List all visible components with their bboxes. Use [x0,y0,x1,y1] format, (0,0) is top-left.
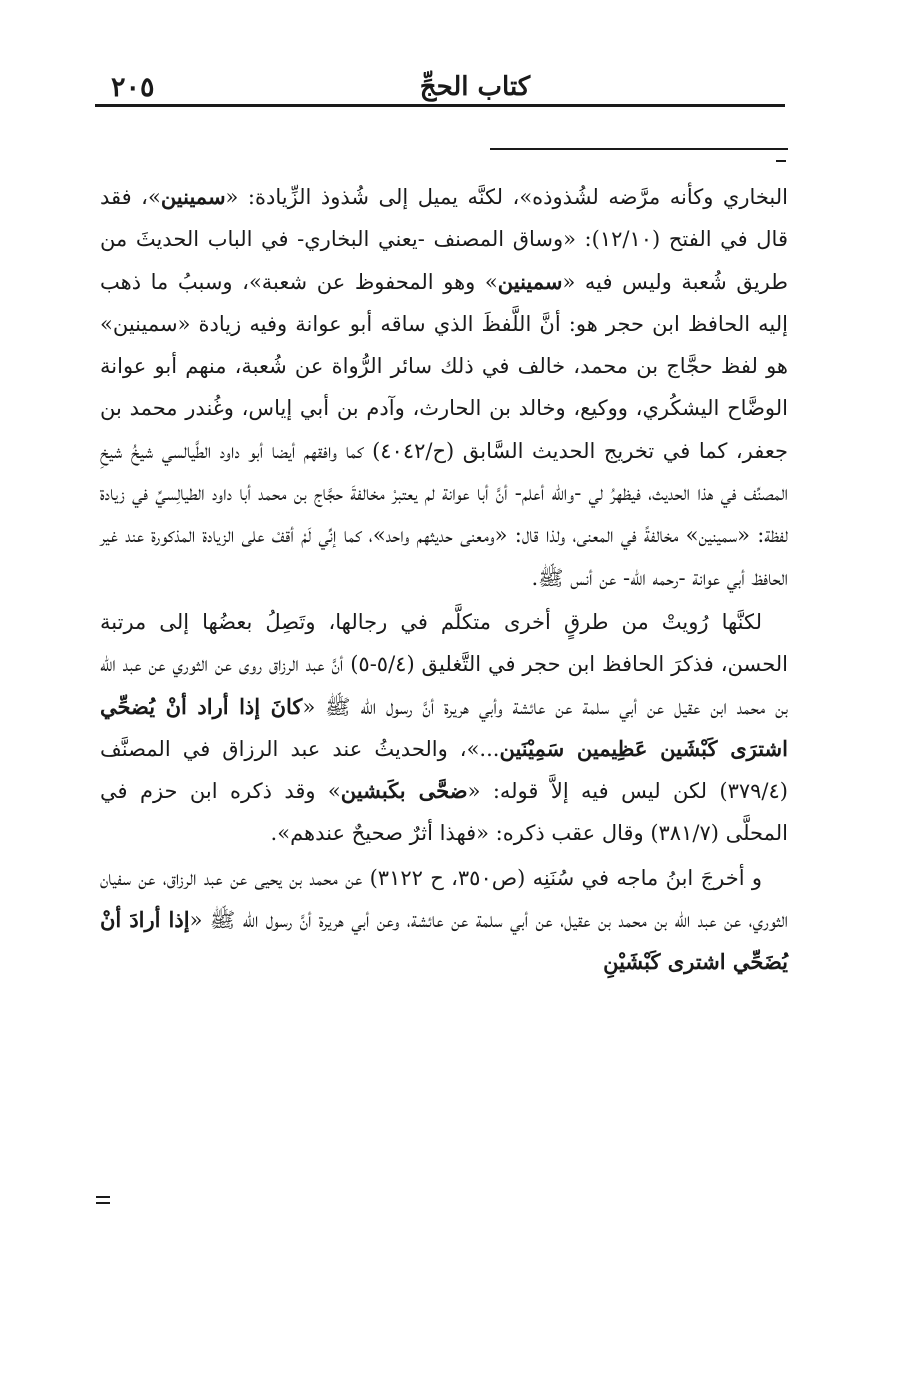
continuation-mark-bottom [96,1196,110,1208]
footnote-body [100,176,788,984]
text-run: » وهو المحفوظ عن شعبة»، وسببُ ما ذهب إليه الحافظ ابن حجر هو: أنَّ اللَّفظَ الذي ساقه أبو عوانة وفيه زيادة «سمينين» هو لفظ حجَّاج بن محمد، خالف في ذلك سائر الرُّواة عن شُعبة، منهم أبو عوانة الوضَّاح اليشكُري، ووكيع، وخالد بن الحارث، وآدم بن أبي إياس، وغُندر محمد بن جعفر، كما في تخريج الحديث السَّابق (ح/٤٠٤٢) كما وافقهم أيضا أبو داود الطَّيالسي شيخُ شيخِ المصنِّف في هذا الحديث، فيظهرُ لي -والله أعلم- أنَّ أبا عوانة لم يعتبرْ مخالفةَ حجَّاج بن محمد أبا داود الطيالِسيِّ في زيادة لفظة: «سمينين» مخالفةً في المعنى، ولذا قال: «ومعنى حديثهم واحد»، كما إنِّي لَمْ أقفْ على الزيادة المذكورة عند غير الحافظ أبي عوانة -رحمه الله- عن أنس ﷺ. [100,269,788,590]
text-run: و أخرجَ ابنُ ماجه في سُنَنِه (ص٣٥٠، ح ٣١٢٢) عن محمد بن يحيى عن عبد الرزاق، عن سفيان الثوري، عن عبد الله بن محمد بن عقيل، عن أبي سلمة عن عائشة، وعن أبي هريرة أنَّ رسول الله ﷺ « [100,865,789,933]
text-run: ...»، والحديثُ عند عبد الرزاق في المصنَّف (٣٧٩/٤) لكن ليس فيه إلاَّ قوله: « [100,736,788,804]
header-rule [95,104,785,107]
running-header [95,68,785,108]
bold-hadith-text: ضحَّى بكَبشين [340,778,468,804]
text-run: البخاري وكأنه مرَّضه لشُذوذه»، لكنَّه يميل إلى شُذوذ الزِّيادة: « [225,185,788,209]
bold-hadith-text: كانَ إذا أراد أنْ يُضحِّي اشترَى كَبْشَين عَظِيمين سَمِيْنَين [100,693,788,761]
text-run: »، فقد قال في الفتح (١٢/١٠): «وساق المصنف -يعني البخاري- في الباب الحديثَ من طريق شُعبة وليس فيه « [100,185,788,294]
text-run: » وقد ذكره ابن حزم في المحلَّى (٣٨١/٧) وقال عقب ذكره: «فهذا أثرٌ صحيحٌ عندهم». [100,779,788,846]
paragraph-2 [100,601,788,855]
continuation-mark [776,160,786,162]
bold-hadith-text: إذا أرادَ أنْ يُضَحِّي اشترى كَبْشَيْنِ [100,907,788,975]
bold-quote: سمينين [160,184,226,209]
book-title: كتاب الحجِّ [419,72,531,102]
page-number: ٢٠٥ [111,72,155,103]
text-run: لكنَّها رُويتْ من طرقٍ أخرى متكلَّم في رجالها، وتَصِلُ بعضُها إلى مرتبة الحسن، فذكرَ الحافظ ابن حجر في التَّغليق (٥/٤-٥) أنَّ عبد الرزاق روى عن الثوري عن عبد الله بن محمد ابن عقيل عن أبي سلمة عن عائشة وأبي هريرة أنَّ رسول الله ﷺ « [100,609,788,719]
paragraph-1 [100,176,788,599]
footnote-separator-rule [490,148,788,150]
paragraph-3 [100,857,788,984]
bold-quote: سمينين [497,268,563,294]
